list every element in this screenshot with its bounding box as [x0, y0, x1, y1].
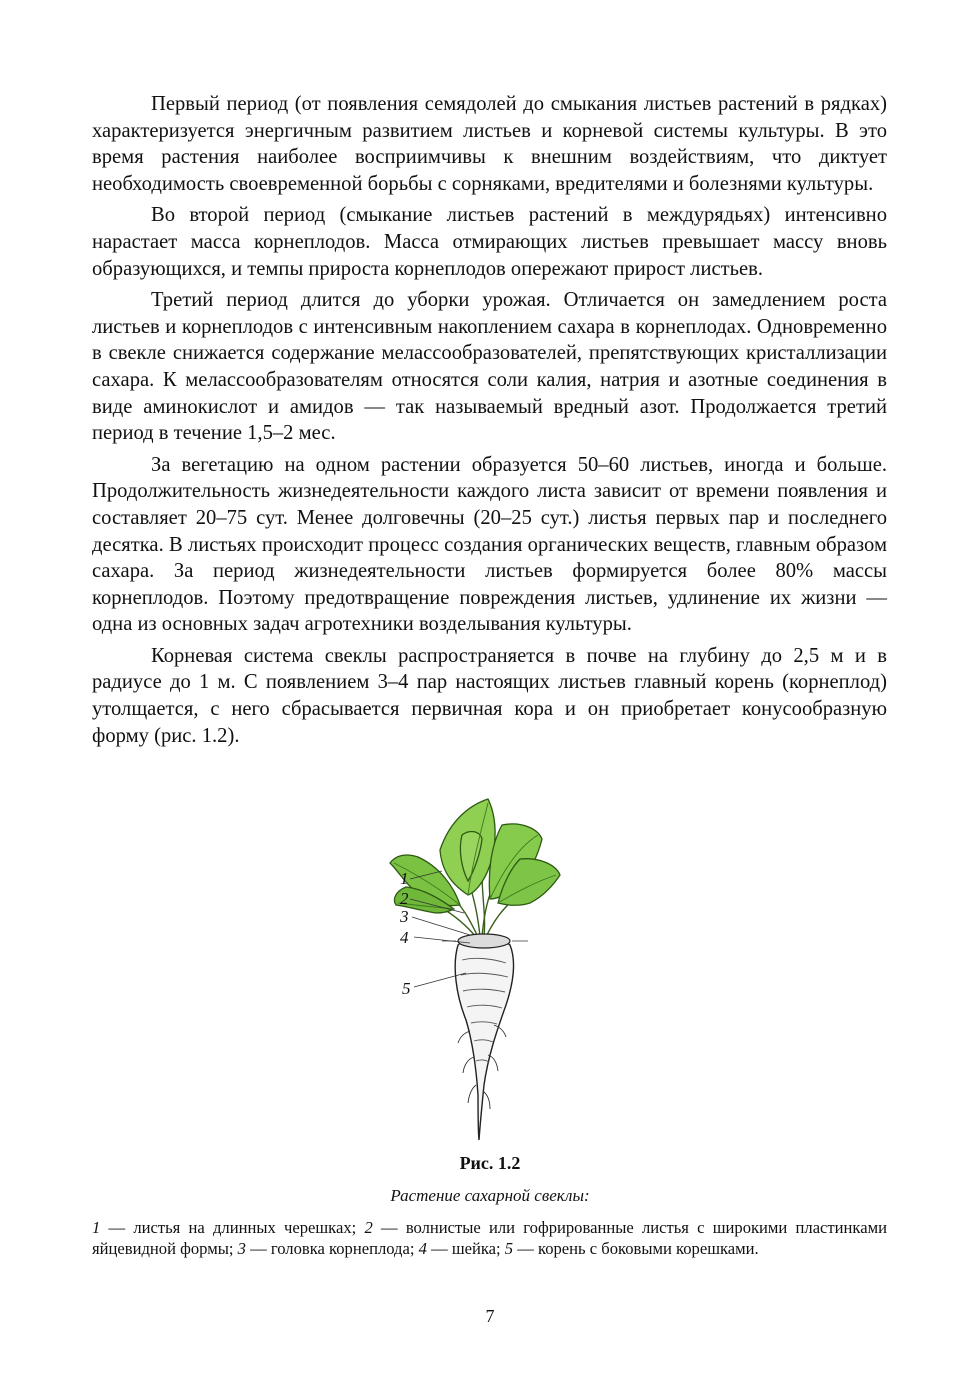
body-text [92, 91, 887, 749]
legend-text-1: — листья на длинных черешках; [100, 1218, 365, 1237]
page-number: 7 [485, 1306, 495, 1326]
legend-num-3: 3 [237, 1238, 246, 1258]
legend-text-3: — головка корнеплода; [245, 1238, 419, 1258]
figure-label-2: 2 [400, 889, 409, 908]
figure-legend [92, 1218, 887, 1259]
figure-label-4: 4 [400, 928, 409, 947]
paragraph-3: Третий период длится до уборки урожая. Отличается он замедлением роста листьев и корнеплодов с интенсивным накоплением сахара в корнеплодах. Одновременно в свекле снижается содержание мелассообразователей, препятствующих кристаллизации сахара. К мелассообразователям относятся соли калия, натрия и азотные соединения в виде аминокислот и амидов — так называемый вредный азот. Продолжается третий период в течение 1,5–2 мес. [92, 289, 887, 445]
legend-text-2: — волнистые или гофрированные листья с широкими пластинками яйцевидной формы; [92, 1218, 887, 1258]
legend-num-4: 4 [418, 1238, 427, 1258]
paragraph-5: Корневая система свеклы распространяется в почве на глубину до 2,5 м и в радиусе до 1 м. С появлением 3–4 пар настоящих листьев главный корень (корнеплод) утолщается, с него сбрасывается первичная кора и он приобретает конусообразную форму (рис. 1.2). [92, 644, 887, 747]
legend-num-2: 2 [364, 1218, 373, 1237]
paragraph-1: Первый период (от появления семядолей до смыкания листьев растений в рядках) характеризуется энергичным развитием листьев и корневой системы культуры. В это время растения наиболее восприимчивы к внешним воздействиям, что диктует необходимость своевременной борьбы с сорняками, вредителями и болезнями культуры. [92, 93, 887, 195]
figure-subtitle: Растение сахарной свеклы: [390, 1186, 590, 1205]
paragraph-2: Во второй период (смыкание листьев растений в междурядьях) интенсивно нарастает масса корнеплодов. Масса отмирающих листьев превышает массу вновь образующихся, и темпы прироста корнеплодов опережают прирост листьев. [92, 204, 887, 280]
figure-label-3: 3 [400, 907, 409, 926]
legend-num-1: 1 [92, 1218, 101, 1237]
paragraph-4: За вегетацию на одном растении образуется 50–60 листьев, иногда и больше. Продолжительность жизнедеятельности каждого листа зависит от времени появления и составляет 20–75 сут. Менее долговечны (20–25 сут.) листья первых пар и последнего десятка. В листьях происходит процесс создания органических веществ, главным образом сахара. За период жизнедеятельности листьев формируется более 80% массы корнеплодов. Поэтому предотвращение повреждения листьев, удлинение их жизни — одна из основных задач агротехники возделывания культуры. [92, 453, 887, 636]
figure-title: Рис. 1.2 [459, 1153, 521, 1173]
figure-label-1: 1 [400, 869, 409, 888]
figure-label-5: 5 [402, 979, 411, 998]
legend-num-5: 5 [504, 1238, 514, 1258]
legend-text-4: — шейка; [426, 1238, 505, 1258]
sugar-beet-figure [370, 795, 570, 1145]
sugar-beet-illustration [370, 795, 570, 1145]
legend-text-5: — корень с боковыми корешками. [513, 1238, 759, 1258]
